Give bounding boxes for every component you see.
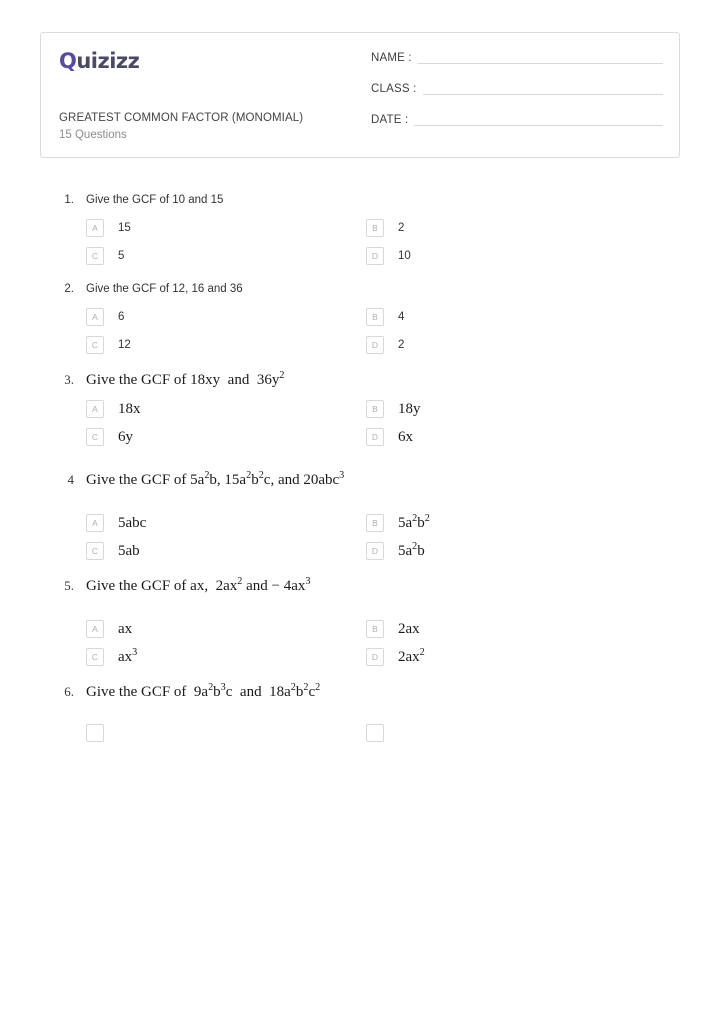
- option-c[interactable]: [86, 542, 366, 560]
- option-text: $5a^2b$: [398, 540, 425, 559]
- question-text: Give the GCF of 10 and 15: [86, 194, 224, 206]
- worksheet-title: GREATEST COMMON FACTOR (MONOMIAL): [59, 112, 304, 124]
- option-letter-box: B: [366, 400, 384, 418]
- option-text: 18y: [398, 400, 421, 417]
- date-input-line[interactable]: [414, 113, 663, 126]
- option-text: $2ax^2$: [398, 646, 425, 665]
- option-text: 12: [118, 339, 131, 351]
- option-letter-box: A: [86, 620, 104, 638]
- options-row: [86, 620, 646, 638]
- option-c[interactable]: [86, 336, 366, 354]
- option-c[interactable]: [86, 247, 366, 265]
- question-item: [40, 470, 680, 560]
- class-field-row: [371, 82, 663, 95]
- option-text: 2ax: [398, 620, 420, 637]
- option-b[interactable]: [366, 308, 646, 326]
- option-text: 18x: [118, 400, 141, 417]
- option-letter-box: [86, 724, 104, 742]
- option-letter-box: C: [86, 542, 104, 560]
- options-group: [86, 724, 646, 742]
- option-a[interactable]: [86, 400, 366, 418]
- option-a[interactable]: [86, 219, 366, 237]
- option-letter-box: C: [86, 428, 104, 446]
- option-letter-box: A: [86, 308, 104, 326]
- option-letter-box: D: [366, 648, 384, 666]
- option-text: 4: [398, 311, 405, 323]
- logo-q-letter: Q: [59, 49, 77, 73]
- question-header: [40, 470, 680, 490]
- date-label: DATE :: [371, 114, 409, 126]
- option-text: 15: [118, 222, 131, 234]
- option-b[interactable]: [366, 400, 646, 418]
- option-a[interactable]: [86, 308, 366, 326]
- option-letter-box: D: [366, 542, 384, 560]
- option-text: 6: [118, 311, 125, 323]
- question-item: [40, 682, 680, 742]
- class-label: CLASS :: [371, 83, 417, 95]
- option-d[interactable]: [366, 648, 646, 666]
- option-a[interactable]: [86, 620, 366, 638]
- question-number: 3.: [64, 372, 74, 387]
- question-header: [40, 370, 680, 390]
- name-input-line[interactable]: [418, 51, 663, 64]
- question-text: Give the GCF of ax, $2ax^2$ and − $4ax^3$: [86, 576, 311, 594]
- option-c[interactable]: [86, 648, 366, 666]
- option-b[interactable]: [366, 219, 646, 237]
- options-row: [86, 219, 646, 237]
- option-b[interactable]: [366, 514, 646, 532]
- question-item: [40, 192, 680, 265]
- option-letter-box: [366, 724, 384, 742]
- title-block: [59, 111, 303, 143]
- options-row: [86, 247, 646, 265]
- option-text: 2: [398, 222, 405, 234]
- option-text: ax: [118, 620, 133, 637]
- option-text: 5ab: [118, 542, 140, 559]
- date-field-row: [371, 113, 663, 126]
- options-row: [86, 514, 646, 532]
- option-text: 5abc: [118, 514, 147, 531]
- name-label: NAME :: [371, 52, 412, 64]
- option-b[interactable]: [366, 724, 646, 742]
- option-d[interactable]: [366, 336, 646, 354]
- question-number: 2.: [64, 283, 74, 295]
- option-a[interactable]: [86, 724, 366, 742]
- option-letter-box: B: [366, 219, 384, 237]
- options-row: [86, 542, 646, 560]
- option-text: 10: [398, 250, 411, 262]
- option-d[interactable]: [366, 428, 646, 446]
- question-number: 5.: [64, 578, 74, 593]
- question-text: Give the GCF of $9a^2b^3c$ and $18a^2b^2c^2$: [86, 682, 321, 700]
- options-group: [86, 400, 646, 446]
- question-number: 6.: [64, 684, 74, 699]
- questions-list: [40, 192, 680, 742]
- option-text: $5a^2b^2$: [398, 512, 430, 531]
- option-c[interactable]: [86, 428, 366, 446]
- option-letter-box: B: [366, 308, 384, 326]
- option-letter-box: D: [366, 336, 384, 354]
- class-input-line[interactable]: [423, 82, 663, 95]
- header-left: [41, 33, 371, 157]
- header-fields: [371, 33, 679, 157]
- options-row: [86, 400, 646, 418]
- option-letter-box: C: [86, 247, 104, 265]
- option-letter-box: C: [86, 648, 104, 666]
- question-header: [40, 281, 680, 298]
- options-group: [86, 620, 646, 666]
- options-row: [86, 428, 646, 446]
- worksheet-header: [40, 32, 680, 158]
- question-item: [40, 281, 680, 354]
- option-text: 6y: [118, 428, 133, 445]
- option-letter-box: A: [86, 400, 104, 418]
- option-letter-box: B: [366, 620, 384, 638]
- question-text: Give the GCF of $5a^2b$, $15a^2b^2c$, and 20abc$^3$: [86, 470, 345, 488]
- options-row: [86, 648, 646, 666]
- option-a[interactable]: [86, 514, 366, 532]
- option-letter-box: D: [366, 428, 384, 446]
- option-letter-box: C: [86, 336, 104, 354]
- option-b[interactable]: [366, 620, 646, 638]
- question-header: [40, 682, 680, 702]
- name-field-row: [371, 51, 663, 64]
- option-text: 2: [398, 339, 405, 351]
- option-d[interactable]: [366, 542, 646, 560]
- question-number: 1.: [64, 194, 74, 206]
- option-text: 5: [118, 250, 125, 262]
- options-group: [86, 308, 646, 354]
- option-letter-box: A: [86, 514, 104, 532]
- quizizz-logo: [59, 49, 357, 73]
- question-text: Give the GCF of 12, 16 and 36: [86, 283, 243, 295]
- option-d[interactable]: [366, 247, 646, 265]
- question-text: Give the GCF of 18xy and $36y^2$: [86, 370, 285, 388]
- option-text: 6x: [398, 428, 413, 445]
- option-letter-box: B: [366, 514, 384, 532]
- options-row: [86, 336, 646, 354]
- question-item: [40, 370, 680, 446]
- logo-rest: uizizz: [76, 49, 140, 73]
- options-group: [86, 219, 646, 265]
- question-header: [40, 192, 680, 209]
- question-count: 15 Questions: [59, 129, 127, 141]
- options-row: [86, 308, 646, 326]
- question-item: [40, 576, 680, 666]
- option-text: $ax^3$: [118, 646, 138, 665]
- option-letter-box: A: [86, 219, 104, 237]
- options-row: [86, 724, 646, 742]
- question-header: [40, 576, 680, 596]
- question-number: 4: [67, 472, 74, 487]
- option-letter-box: D: [366, 247, 384, 265]
- options-group: [86, 514, 646, 560]
